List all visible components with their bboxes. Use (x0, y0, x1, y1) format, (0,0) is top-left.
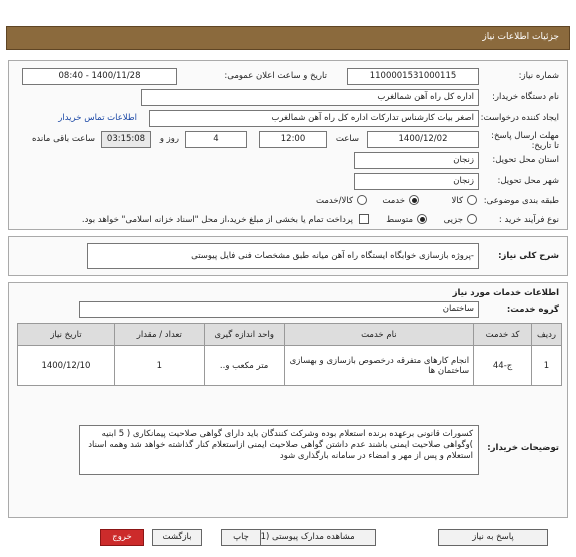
deadline-time-field: 12:00 (259, 131, 327, 148)
cell-unit: متر مکعب و.. (204, 346, 284, 386)
col-row: ردیف (532, 324, 562, 346)
reply-button[interactable]: پاسخ به نیاز (438, 529, 548, 546)
services-panel (8, 282, 568, 518)
deadline-time-label: ساعت (335, 134, 359, 144)
category-goods-service-radio[interactable] (357, 195, 367, 205)
service-group-field: ساختمان (79, 301, 479, 318)
page-title: جزئیات اطلاعات نیاز (482, 32, 559, 42)
deadline-label: مهلت ارسال پاسخ: تا تاریخ: (491, 131, 559, 151)
need-info-panel (8, 60, 568, 230)
service-group-label: گروه خدمت: (506, 305, 559, 315)
col-name: نام خدمت (284, 324, 474, 346)
cell-qty: 1 (114, 346, 204, 386)
services-table-header (18, 324, 562, 346)
col-date: تاریخ نیاز (18, 324, 115, 346)
cell-row: 1 (532, 346, 562, 386)
page-header (6, 26, 570, 50)
buyer-notes-label: توضیحات خریدار: (487, 443, 559, 453)
process-medium-radio[interactable] (417, 214, 427, 224)
days-label: روز و (159, 134, 179, 144)
cell-code: ج-44 (474, 346, 532, 386)
delivery-province-label: استان محل تحویل: (492, 155, 559, 165)
process-medium-label: متوسط (386, 215, 413, 225)
cell-date: 1400/12/10 (18, 346, 115, 386)
summary-field: -پروژه بازسازی خوابگاه ایستگاه راه آهن میانه طبق مشخصات فنی فایل پیوستی (87, 243, 479, 269)
exit-button[interactable]: خروج (100, 529, 144, 546)
deadline-date-field: 1400/12/02 (367, 131, 479, 148)
col-code: کد خدمت (474, 324, 532, 346)
process-label: نوع فرآیند خرید : (498, 215, 559, 225)
summary-label: شرح کلی نیاز: (498, 251, 559, 261)
creator-field: اصغر بیات کارشناس تدارکات اداره کل راه آهن شمالغرب (149, 110, 479, 127)
buyer-contact-link[interactable]: اطلاعات تماس خریدار (58, 113, 137, 123)
col-qty: تعداد / مقدار (114, 324, 204, 346)
buyer-org-field: اداره کل راه آهن شمالغرب (141, 89, 479, 106)
category-goods-label: کالا (451, 196, 463, 206)
announce-field: 1400/11/28 - 08:40 (22, 68, 177, 85)
col-unit: واحد اندازه گیری (204, 324, 284, 346)
announce-label: تاریخ و ساعت اعلان عمومی: (224, 71, 327, 81)
category-goods-radio[interactable] (467, 195, 477, 205)
treasury-payment-note: پرداخت تمام یا بخشی از مبلغ خرید،از محل "اسناد خزانه اسلامی" خواهد بود. (81, 215, 353, 225)
attachments-button[interactable]: مشاهده مدارک پیوستی (1 (236, 529, 376, 546)
category-service-radio[interactable] (409, 195, 419, 205)
creator-label: ایجاد کننده درخواست: (480, 113, 559, 123)
delivery-city-label: شهر محل تحویل: (497, 176, 559, 186)
process-minor-radio[interactable] (467, 214, 477, 224)
remaining-label: ساعت باقی مانده (31, 134, 95, 144)
category-label: طبقه بندی موضوعی: (483, 196, 559, 206)
delivery-city-field: زنجان (354, 173, 479, 190)
category-service-label: خدمت (382, 196, 405, 206)
category-goods-service-label: کالا/خدمت (316, 196, 353, 206)
treasury-payment-checkbox[interactable] (359, 214, 369, 224)
delivery-province-field: زنجان (354, 152, 479, 169)
cell-name: انجام کارهای متفرقه درخصوص بازسازی و بهسازی ساختمان ها (284, 346, 474, 386)
buyer-notes-field: کسورات قانونی برعهده برنده استعلام بوده وشرکت کنندگان باید دارای گواهی صلاحیت پیمانکاری ( 5 ابنیه )وگواهی صلاحیت ایمنی باشند عدم داشتن گواهی صلاحیت ایمنی ازاستعلام کنار گذاشته خواهد شد وهمه اسناد استعلام و پس از مهر و امضاء در سامانه بارگذاری شود (79, 425, 479, 475)
remaining-time-field: 03:15:08 (101, 131, 151, 148)
back-button[interactable]: بازگشت (152, 529, 202, 546)
table-row (18, 346, 562, 386)
services-table (17, 323, 562, 386)
buyer-org-label: نام دستگاه خریدار: (492, 92, 559, 102)
summary-panel (8, 236, 568, 276)
need-number-label: شماره نیاز: (518, 71, 559, 81)
days-field: 4 (185, 131, 247, 148)
print-button[interactable]: چاپ (221, 529, 261, 546)
services-section-title: اطلاعات خدمات مورد نیاز (452, 288, 559, 298)
process-minor-label: جزیی (443, 215, 463, 225)
need-number-field: 1100001531000115 (347, 68, 479, 85)
